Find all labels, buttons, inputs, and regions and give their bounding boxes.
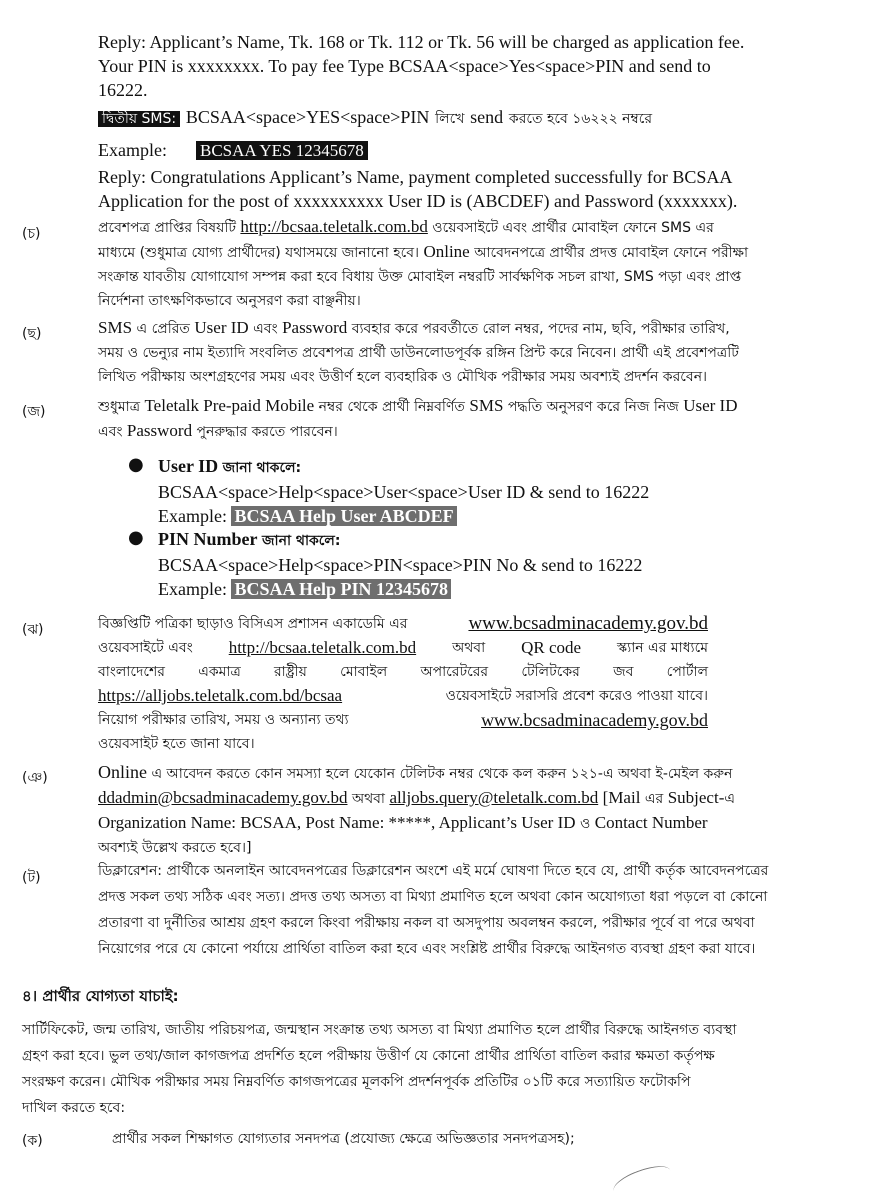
cha-link-teletalk[interactable]: http://bcsaa.teletalk.com.bd bbox=[240, 217, 428, 236]
item-ka-text: প্রার্থীর সকল শিক্ষাগত যোগ্যতার সনদপত্র (প্রযোজ্য ক্ষেত্রে অভিজ্ঞতার সনদপত্রসহ); bbox=[112, 1131, 575, 1147]
item-cha-label: (চ) bbox=[22, 226, 41, 242]
ja-text-1a: শুধুমাত্র bbox=[98, 399, 141, 415]
userid-block bbox=[158, 454, 649, 528]
example-1-value: BCSAA YES 12345678 bbox=[196, 141, 368, 160]
jha-text-6: ওয়েবসাইট হতে জানা যাবে। bbox=[98, 736, 255, 752]
pin-heading-bn: জানা থাকলে: bbox=[262, 533, 341, 549]
jha-text-1a: বিজ্ঞপ্তিটি পত্রিকা ছাড়াও বিসিএস প্রশাসন একাডেমি এর bbox=[98, 616, 408, 632]
cha-text-4: নির্দেশনা তাৎক্ষণিকভাবে অনুসরণ করা বাঞ্ছনীয়। bbox=[98, 293, 361, 309]
item-ta bbox=[98, 858, 848, 962]
chha-text-2: সময় ও ভেন্যুর নাম ইত্যাদি সংবলিত প্রবেশপত্র প্রার্থী ডাউনলোডপূর্বক রঙ্গিন প্রিন্ট করে নিবেন। প্রার্থী এই প্রবেশপত্রটি bbox=[98, 345, 739, 361]
chha-password: Password bbox=[282, 318, 348, 337]
pin-block bbox=[158, 527, 642, 601]
item-jha bbox=[98, 612, 708, 756]
pin-heading: PIN Number bbox=[158, 529, 258, 549]
pin-command: BCSAA<space>Help<space>PIN<space>PIN No & send to 16222 bbox=[158, 555, 643, 575]
cha-text-2a: মাধ্যমে (শুধুমাত্র যোগ্য প্রার্থীদের) যথাসময়ে জানানো হবে। bbox=[98, 245, 419, 261]
item-nya-label: (ঞ) bbox=[22, 770, 48, 786]
nya-text-2b: অথবা bbox=[351, 791, 385, 807]
jha-text-2d: স্ক্যান এর মাধ্যমে bbox=[617, 640, 708, 656]
ta-text-3: প্রতারণা বা দুর্নীতির আশ্রয় গ্রহণ করলে কিংবা পরীক্ষায় নকল বা অসদুপায় অবলম্বন করলে, পরীক্ষার পূর্বে বা পরে অথবা bbox=[98, 915, 755, 931]
nya-online: Online bbox=[98, 762, 147, 782]
bullet-pin: ● bbox=[128, 527, 144, 548]
ja-text-1e: পদ্ধতি অনুসরণ করে নিজ নিজ bbox=[507, 399, 679, 415]
jha-text-2b: অথবা bbox=[452, 640, 486, 656]
nya-text-3a: Organization Name: BCSAA, Post Name: *****, Applicant’s User ID bbox=[98, 813, 576, 832]
chha-sms: SMS bbox=[98, 318, 133, 337]
cha-text-3: সংক্রান্ত যাবতীয় যোগাযোগ সম্পন্ন করা হবে বিধায় উক্ত মোবাইল নম্বরটি সার্বক্ষণিক সচল রাখা, SMS পড়া এবং প্রাপ্ত bbox=[98, 269, 742, 285]
jha-text-3: বাংলাদেশের একমাত্র রাষ্ট্রীয় মোবাইল অপারেটরের টেলিটকের জব পোর্টাল bbox=[98, 664, 708, 680]
jha-link-academy-2[interactable]: www.bcsadminacademy.gov.bd bbox=[481, 710, 708, 730]
nya-text-1b: এ আবেদন করতে কোন সমস্যা হলে যেকোন টেলিটক নম্বর থেকে কল করুন ১২১-এ অথবা ই-মেইল করুন bbox=[151, 766, 733, 782]
reply-1 bbox=[98, 30, 838, 102]
cha-text-2b: আবেদনপত্রে প্রার্থীর প্রদত্ত মোবাইল ফোনে পরীক্ষা bbox=[474, 245, 749, 261]
chha-text-3: লিখিত পরীক্ষায় অংশগ্রহণের সময় এবং উত্তীর্ণ হলে ব্যবহারিক ও মৌখিক পরীক্ষার সময় অবশ্যই প্রদর্শন করবেন। bbox=[98, 369, 708, 385]
ja-password: Password bbox=[126, 421, 193, 440]
nya-email-teletalk[interactable]: alljobs.query@teletalk.com.bd bbox=[389, 788, 599, 807]
jha-text-4b: ওয়েবসাইটে সরাসরি প্রবেশ করেও পাওয়া যাবে। bbox=[445, 688, 708, 704]
item-chha-label: (ছ) bbox=[22, 326, 42, 342]
ja-teletalk: Teletalk Pre-paid Mobile bbox=[144, 396, 315, 415]
nya-subject: Subject- bbox=[667, 788, 725, 807]
jha-link-teletalk[interactable]: http://bcsaa.teletalk.com.bd bbox=[228, 638, 417, 657]
second-sms-line bbox=[98, 105, 652, 131]
bullet-userid: ● bbox=[128, 454, 144, 475]
section-4-text-3: সংরক্ষণ করেন। মৌখিক পরীক্ষার সময় নিম্নবর্ণিত কাগজপত্রের মূলকপি প্রদর্শনপূর্বক প্রতিটির ০১টি করে সত্যায়িত ফটোকপি bbox=[22, 1074, 691, 1090]
example-1-label: Example: bbox=[98, 140, 167, 160]
reply-1-line-2: Your PIN is xxxxxxxx. To pay fee Type BCSAA<space>Yes<space>PIN and send to bbox=[98, 56, 711, 76]
section-4-text-2: গ্রহণ করা হবে। ভুল তথ্য/জাল কাগজপত্র প্রদর্শিত হলে পরীক্ষায় উত্তীর্ণ যে কোনো প্রার্থীর প্রার্থিতা বাতিল করার ক্ষমতা কর্তৃপক্ষ bbox=[22, 1048, 715, 1064]
nya-text-4: অবশ্যই উল্লেখ করতে হবে।] bbox=[98, 840, 252, 856]
jha-link-academy-1[interactable]: www.bcsadminacademy.gov.bd bbox=[468, 613, 708, 634]
chha-userid: User ID bbox=[194, 318, 249, 337]
pin-example-label: Example: bbox=[158, 579, 227, 599]
ta-text-2: প্রদত্ত সকল তথ্য সঠিক এবং সত্য। প্রদত্ত তথ্য অসত্য বা মিথ্যা প্রমাণিত হলে অথবা কোন অযোগ্যতা ধরা পড়লে বা কোনো bbox=[98, 889, 768, 905]
section-4-text-4: দাখিল করতে হবে: bbox=[22, 1100, 126, 1116]
reply-2-line-2: Application for the post of xxxxxxxxxx User ID is (ABCDEF) and Password (xxxxxxx). bbox=[98, 191, 738, 211]
cha-text-1b: ওয়েবসাইটে এবং প্রার্থীর মোবাইল ফোনে SMS এর bbox=[432, 220, 714, 236]
ta-text-4: নিয়োগের পরে যে কোনো পর্যায়ে প্রার্থিতা বাতিল করা হবে এবং সংশ্লিষ্ট প্রার্থীর বিরুদ্ধে আইনগত ব্যবস্থা গ্রহণ করা যাবে। bbox=[98, 941, 756, 957]
userid-command: BCSAA<space>Help<space>User<space>User ID & send to 16222 bbox=[158, 482, 650, 502]
reply-1-line-3: 16222. bbox=[98, 80, 148, 100]
nya-text-3b: ও bbox=[579, 816, 591, 832]
jha-qrcode: QR code bbox=[521, 638, 582, 657]
scan-mark bbox=[610, 1160, 674, 1200]
second-sms-label: দ্বিতীয় SMS: bbox=[98, 111, 180, 127]
section-4-body bbox=[22, 1017, 847, 1121]
cha-text-online: Online bbox=[423, 242, 470, 261]
nya-text-2d: এর bbox=[644, 791, 664, 807]
chha-text-1d: এবং bbox=[253, 321, 278, 337]
nya-mail: [Mail bbox=[602, 788, 641, 807]
ja-userid: User ID bbox=[683, 396, 738, 415]
reply-1-line-1: Reply: Applicant’s Name, Tk. 168 or Tk. 112 or Tk. 56 will be charged as application fee. bbox=[98, 32, 745, 52]
jha-text-5a: নিয়োগ পরীক্ষার তারিখ, সময় ও অন্যান্য তথ্য bbox=[98, 712, 349, 728]
second-sms-bn-1: লিখে bbox=[435, 111, 465, 127]
jha-text-2a: ওয়েবসাইটে এবং bbox=[98, 640, 193, 656]
item-ta-label: (ট) bbox=[22, 870, 41, 886]
item-ka-label: (ক) bbox=[22, 1133, 43, 1149]
nya-text-2f: এ bbox=[724, 791, 736, 807]
chha-text-1b: এ প্রেরিত bbox=[136, 321, 190, 337]
second-sms-command: BCSAA<space>YES<space>PIN bbox=[185, 107, 430, 127]
nya-text-3c: Contact Number bbox=[594, 813, 708, 832]
section-4-text-1: সার্টিফিকেট, জন্ম তারিখ, জাতীয় পরিচয়পত্র, জন্মস্থান সংক্রান্ত তথ্য অসত্য বা মিথ্যা প্রমাণিত হলে প্রার্থীর বিরুদ্ধে আইনগত ব্যবস্থা bbox=[22, 1022, 737, 1038]
nya-email-academy[interactable]: ddadmin@bcsadminacademy.gov.bd bbox=[98, 788, 348, 807]
second-sms-send: send bbox=[470, 107, 504, 127]
userid-example-label: Example: bbox=[158, 506, 227, 526]
second-sms-bn-2: করতে হবে ১৬২২২ নম্বরে bbox=[508, 111, 653, 127]
example-1 bbox=[98, 138, 368, 163]
jha-link-alljobs[interactable]: https://alljobs.teletalk.com.bd/bcsaa bbox=[98, 686, 343, 705]
reply-2 bbox=[98, 165, 843, 213]
ja-text-1c: নম্বর থেকে প্রার্থী নিম্নবর্ণিত bbox=[318, 399, 465, 415]
ja-sms: SMS bbox=[469, 396, 504, 415]
item-jha-label: (ঝ) bbox=[22, 622, 44, 638]
item-chha bbox=[98, 316, 848, 389]
reply-2-line-1: Reply: Congratulations Applicant’s Name, payment completed successfully for BCSAA bbox=[98, 167, 733, 187]
userid-example-value: BCSAA Help User ABCDEF bbox=[231, 506, 456, 526]
cha-text-1a: প্রবেশপত্র প্রাপ্তির বিষয়টি bbox=[98, 220, 236, 236]
section-4-heading: ৪। প্রার্থীর যোগ্যতা যাচাই: bbox=[22, 987, 179, 1005]
item-ja bbox=[98, 394, 848, 444]
item-nya bbox=[98, 760, 848, 860]
userid-heading-bn: জানা থাকলে: bbox=[222, 460, 302, 476]
ja-text-2c: পুনরুদ্ধার করতে পারবেন। bbox=[196, 424, 338, 440]
item-cha bbox=[98, 215, 848, 313]
ja-text-2a: এবং bbox=[98, 424, 123, 440]
item-ja-label: (জ) bbox=[22, 404, 46, 420]
userid-heading: User ID bbox=[158, 456, 219, 476]
ta-text-1: ডিক্লারেশন: প্রার্থীকে অনলাইন আবেদনপত্রের ডিক্লারেশন অংশে এই মর্মে ঘোষণা দিতে হবে যে, প্রার্থী কর্তৃক আবেদনপত্রের bbox=[98, 863, 769, 879]
chha-text-1f: ব্যবহার করে পরবর্তীতে রোল নম্বর, পদের নাম, ছবি, পরীক্ষার তারিখ, bbox=[351, 321, 730, 337]
pin-example-value: BCSAA Help PIN 12345678 bbox=[231, 579, 451, 599]
